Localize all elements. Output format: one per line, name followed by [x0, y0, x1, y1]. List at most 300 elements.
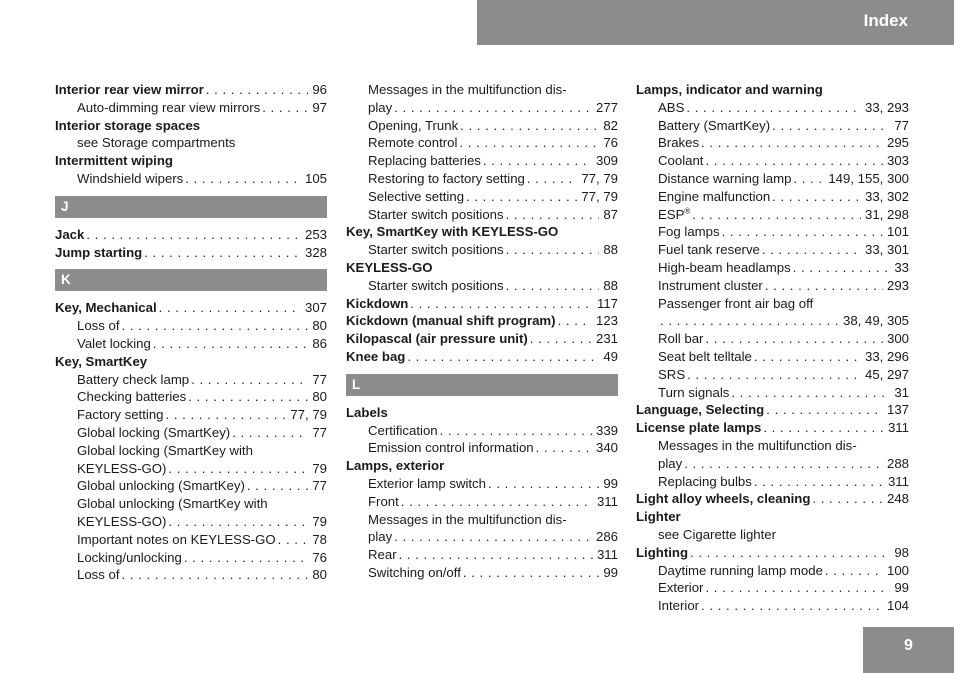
index-entry	[346, 206, 618, 224]
entry-label-text: play	[658, 455, 683, 471]
dot-leader	[438, 422, 592, 440]
entry-label	[368, 546, 397, 564]
index-heading: KEYLESS-GO	[346, 259, 433, 275]
dot-leader	[392, 528, 592, 546]
entry-label-text: Front	[368, 493, 399, 509]
index-entry	[346, 528, 618, 546]
index-entry	[346, 117, 618, 135]
index-entry	[636, 562, 909, 580]
page-reference: 77	[894, 117, 909, 133]
dot-leader	[84, 226, 301, 244]
entry-label-text: Exterior	[658, 580, 704, 596]
page-reference: 49	[603, 348, 618, 364]
index-entry	[636, 490, 909, 508]
entry-label-text: Language, Selecting	[636, 402, 765, 418]
dot-leader	[204, 81, 309, 99]
entry-label-text: Locking/unlocking	[77, 549, 182, 565]
index-entry	[55, 317, 327, 335]
index-entry	[55, 81, 327, 99]
page-reference: 309	[595, 153, 618, 169]
entry-label-text: KEYLESS-GO)	[77, 460, 167, 476]
page-reference: 33, 301	[865, 242, 909, 258]
index-entry	[636, 544, 909, 562]
entry-label	[658, 241, 760, 259]
dot-leader	[752, 473, 884, 491]
dot-leader	[151, 335, 309, 353]
index-entry	[55, 371, 327, 389]
index-text: Passenger front air bag off	[658, 295, 814, 311]
entry-label	[658, 223, 720, 241]
entry-label	[658, 206, 690, 224]
entry-label-text: Kilopascal (air pressure unit)	[346, 331, 528, 347]
entry-label-text: Certification	[368, 422, 438, 438]
entry-label-text: Daytime running lamp mode	[658, 562, 823, 578]
page-reference: 311	[596, 493, 618, 509]
entry-label-text: Interior	[658, 598, 700, 614]
index-entry	[55, 460, 327, 478]
entry-label-text: Jump starting	[55, 244, 143, 260]
entry-label	[368, 439, 534, 457]
dot-leader	[182, 549, 308, 567]
index-heading: Lamps, indicator and warning	[636, 82, 823, 97]
index-entry	[636, 384, 909, 402]
page-reference: 300	[886, 331, 909, 347]
page-title: Index	[863, 11, 908, 30]
index-entry	[636, 401, 909, 419]
dot-leader	[556, 312, 592, 330]
entry-label-text: Replacing batteries	[368, 153, 481, 169]
dot-leader	[682, 455, 883, 473]
entry-label	[658, 188, 770, 206]
dot-leader	[699, 597, 883, 615]
index-entry	[346, 99, 618, 117]
page-reference: 248	[886, 491, 909, 507]
dot-leader	[761, 419, 884, 437]
entry-label	[368, 564, 461, 582]
entry-label	[77, 406, 164, 424]
entry-label	[658, 259, 791, 277]
dot-leader	[481, 152, 592, 170]
page-reference: 77	[312, 371, 327, 387]
dot-leader	[720, 223, 883, 241]
dot-leader	[534, 439, 592, 457]
index-entry	[346, 439, 618, 457]
page-reference: 253	[304, 226, 327, 242]
entry-label-text: Switching on/off	[368, 564, 461, 580]
page-reference: 77, 79	[581, 170, 618, 186]
entry-label-text: Emission control information	[368, 440, 534, 456]
page-reference: 99	[603, 564, 618, 580]
page-reference: 286	[595, 529, 618, 545]
dot-leader	[791, 170, 824, 188]
index-entry	[346, 330, 618, 348]
index-heading: Lamps, exterior	[346, 458, 445, 474]
entry-label-text: play	[368, 529, 393, 545]
page-reference: 77, 79	[290, 407, 327, 423]
entry-label-text: Checking batteries	[77, 389, 187, 405]
dot-leader	[810, 490, 883, 508]
index-entry	[636, 277, 909, 295]
entry-label-text: Auto-dimming rear view mirrors	[77, 99, 261, 115]
entry-label	[368, 241, 504, 259]
entry-label	[77, 317, 120, 335]
page-reference: 80	[312, 318, 327, 334]
entry-label	[658, 152, 703, 170]
entry-label-text: Kickdown (manual shift program)	[346, 313, 556, 329]
entry-label-text: Exterior lamp switch	[368, 475, 486, 491]
dot-leader	[399, 493, 593, 511]
index-entry	[346, 312, 618, 330]
index-entry	[636, 312, 909, 330]
page-number: 9	[904, 637, 913, 654]
dot-leader	[703, 579, 890, 597]
index-heading: Labels	[346, 404, 388, 420]
index-entry	[636, 188, 909, 206]
index-text: Global locking (SmartKey with	[77, 442, 253, 458]
page-reference: 86	[312, 335, 327, 351]
entry-label	[346, 348, 405, 366]
page-reference: 277	[595, 99, 618, 115]
entry-label-text: Loss of	[77, 318, 120, 334]
entry-label	[368, 99, 392, 117]
index-heading: Intermittent wiping	[55, 153, 173, 169]
page-reference: 76	[603, 135, 618, 151]
dot-leader	[690, 206, 861, 224]
entry-label-text: Global unlocking (SmartKey)	[77, 478, 245, 494]
dot-leader	[525, 170, 577, 188]
entry-label-text: Turn signals	[658, 384, 730, 400]
page-reference: 293	[886, 277, 909, 293]
entry-label-text: Jack	[55, 226, 85, 242]
index-text: see Storage compartments	[77, 135, 236, 151]
entry-label	[55, 226, 84, 244]
entry-label	[55, 244, 142, 262]
entry-label	[368, 206, 504, 224]
index-entry	[346, 546, 618, 564]
page-reference: 101	[886, 224, 909, 240]
entry-label-text: Fuel tank reserve	[658, 242, 760, 258]
entry-label-text: Distance warning lamp	[658, 170, 792, 186]
dot-leader	[729, 384, 890, 402]
dot-leader	[164, 406, 287, 424]
entry-label-text: License plate lamps	[636, 420, 762, 436]
index-column-2	[346, 81, 618, 582]
entry-label-text: Interior rear view mirror	[55, 82, 204, 97]
dot-leader	[397, 546, 593, 564]
page-reference: 339	[595, 422, 618, 438]
index-entry	[636, 170, 909, 188]
index-entry	[346, 277, 618, 295]
page-reference: 79	[312, 513, 327, 529]
dot-leader	[458, 117, 599, 135]
entry-label	[658, 277, 763, 295]
entry-label-text: Engine malfunction	[658, 188, 771, 204]
entry-label	[77, 424, 230, 442]
page-number-tab	[863, 627, 954, 673]
dot-leader	[658, 312, 839, 330]
page-reference: 31	[894, 384, 909, 400]
index-entry	[55, 406, 327, 424]
entry-label	[658, 170, 791, 188]
page-reference: 231	[595, 331, 618, 347]
dot-leader	[703, 152, 883, 170]
index-entry	[636, 473, 909, 491]
index-text: Global unlocking (SmartKey with	[77, 496, 268, 512]
entry-label	[636, 401, 764, 419]
dot-leader	[166, 460, 308, 478]
index-entry	[346, 134, 618, 152]
entry-label-text: Coolant	[658, 153, 704, 169]
dot-leader	[703, 330, 883, 348]
dot-leader	[142, 244, 301, 262]
page-reference: 98	[894, 544, 909, 560]
entry-label-text: Instrument cluster	[658, 277, 763, 293]
index-entry	[55, 424, 327, 442]
entry-label	[368, 134, 457, 152]
entry-label	[658, 348, 752, 366]
registered-mark: ®	[684, 206, 691, 216]
page-reference: 295	[886, 135, 909, 151]
page-reference: 311	[596, 547, 618, 563]
page-reference: 33, 302	[865, 188, 909, 204]
section-header: K	[55, 269, 327, 291]
entry-label	[658, 384, 729, 402]
index-entry	[346, 493, 618, 511]
entry-label-text: play	[368, 99, 393, 115]
page-reference: 311	[887, 420, 909, 436]
index-entry	[55, 226, 327, 244]
page-reference: 33, 293	[865, 99, 909, 115]
entry-label	[368, 170, 525, 188]
entry-label	[77, 99, 260, 117]
page-reference: 82	[603, 117, 618, 133]
dot-leader	[183, 170, 301, 188]
index-entry	[55, 477, 327, 495]
dot-leader	[464, 188, 577, 206]
entry-label-text: Restoring to factory setting	[368, 170, 525, 186]
index-entry	[55, 244, 327, 262]
entry-label-text: Roll bar	[658, 331, 704, 347]
page-reference: 76	[312, 549, 327, 565]
dot-leader	[770, 188, 861, 206]
entry-label	[658, 366, 685, 384]
entry-label-text: Factory setting	[77, 407, 164, 423]
entry-label-text: Starter switch positions	[368, 277, 504, 293]
dot-leader	[504, 277, 600, 295]
dot-leader	[823, 562, 883, 580]
entry-label	[368, 277, 504, 295]
entry-label	[368, 422, 438, 440]
index-entry	[55, 566, 327, 584]
index-entry	[55, 299, 327, 317]
section-header: L	[346, 374, 618, 396]
index-entry	[346, 188, 618, 206]
entry-label	[55, 299, 157, 317]
entry-label	[77, 170, 183, 188]
entry-label-text: High-beam headlamps	[658, 259, 791, 275]
dot-leader	[230, 424, 308, 442]
dot-leader	[260, 99, 308, 117]
entry-label-text: Starter switch positions	[368, 206, 504, 222]
entry-label-text: Remote control	[368, 135, 458, 151]
index-entry	[346, 475, 618, 493]
entry-label	[658, 99, 684, 117]
index-entry	[55, 335, 327, 353]
index-entry	[636, 597, 909, 615]
index-entry	[636, 223, 909, 241]
index-entry	[346, 564, 618, 582]
entry-label	[77, 531, 276, 549]
entry-label-text: Loss of	[77, 567, 120, 583]
page-reference: 105	[304, 170, 327, 186]
dot-leader	[166, 513, 308, 531]
index-entry	[346, 241, 618, 259]
page-reference: 137	[886, 402, 909, 418]
dot-leader	[157, 299, 301, 317]
entry-label	[368, 528, 392, 546]
entry-label-text: Rear	[368, 547, 397, 563]
dot-leader	[791, 259, 891, 277]
index-entry	[346, 152, 618, 170]
page-reference: 328	[304, 244, 327, 260]
entry-label	[658, 579, 703, 597]
page-reference: 45, 297	[865, 366, 909, 382]
entry-label-text: Seat belt telltale	[658, 348, 752, 364]
page-reference: 340	[595, 440, 618, 456]
dot-leader	[528, 330, 592, 348]
dot-leader	[120, 317, 309, 335]
entry-label-text: KEYLESS-GO)	[77, 513, 167, 529]
page-reference: 79	[312, 460, 327, 476]
entry-label	[636, 419, 761, 437]
page-reference: 99	[603, 475, 618, 491]
entry-label-text: Lighting	[636, 544, 688, 560]
index-heading: Interior storage spaces	[55, 117, 201, 133]
page-reference: 31, 298	[865, 206, 909, 222]
page-reference: 104	[886, 598, 909, 614]
page-reference: 96	[312, 82, 327, 97]
entry-label	[658, 455, 682, 473]
entry-label	[658, 562, 823, 580]
index-entry	[55, 513, 327, 531]
index-entry	[55, 549, 327, 567]
entry-label-text: ABS	[658, 99, 685, 115]
entry-label-text: Brakes	[658, 135, 700, 151]
index-heading: Key, SmartKey with KEYLESS-GO	[346, 224, 559, 240]
page-reference: 80	[312, 389, 327, 405]
entry-label-text: Starter switch positions	[368, 242, 504, 258]
page-reference: 288	[886, 455, 909, 471]
dot-leader	[486, 475, 599, 493]
page-reference: 77, 79	[581, 188, 618, 204]
index-entry	[55, 531, 327, 549]
entry-label-text: SRS	[658, 366, 686, 382]
index-entry	[636, 241, 909, 259]
dot-leader	[461, 564, 599, 582]
dot-leader	[752, 348, 861, 366]
page-reference: 97	[312, 99, 327, 115]
entry-label-text: Knee bag	[346, 348, 406, 364]
entry-label	[77, 549, 182, 567]
dot-leader	[405, 348, 599, 366]
index-entry	[55, 99, 327, 117]
entry-label	[368, 475, 486, 493]
page-reference: 123	[595, 313, 618, 329]
entry-label	[77, 513, 166, 531]
page-reference: 117	[596, 295, 618, 311]
dot-leader	[763, 277, 883, 295]
entry-label	[55, 81, 204, 99]
index-entry	[636, 455, 909, 473]
entry-label	[77, 477, 245, 495]
index-entry	[636, 206, 909, 224]
index-entry	[636, 99, 909, 117]
entry-label	[77, 388, 186, 406]
index-column-1	[55, 81, 327, 584]
page-reference: 311	[887, 473, 909, 489]
dot-leader	[457, 134, 599, 152]
entry-label	[636, 490, 810, 508]
entry-label-text: Fog lamps	[658, 224, 720, 240]
entry-label	[368, 188, 464, 206]
page-reference: 100	[886, 562, 909, 578]
page-reference: 78	[312, 531, 327, 547]
index-column-3	[636, 81, 909, 615]
entry-label-text: Windshield wipers	[77, 170, 184, 186]
page-reference: 77	[312, 424, 327, 440]
index-entry	[636, 259, 909, 277]
index-heading: Key, SmartKey	[55, 353, 148, 369]
entry-label	[658, 117, 770, 135]
entry-label-text: Valet locking	[77, 335, 151, 351]
entry-label	[346, 312, 556, 330]
dot-leader	[688, 544, 890, 562]
entry-label	[368, 152, 481, 170]
entry-label	[658, 597, 699, 615]
dot-leader	[770, 117, 890, 135]
dot-leader	[276, 531, 309, 549]
entry-label	[658, 134, 699, 152]
index-text: see Cigarette lighter	[658, 526, 777, 542]
index-entry	[636, 366, 909, 384]
index-entry	[636, 152, 909, 170]
page-reference: 149, 155, 300	[828, 170, 909, 186]
index-entry	[55, 388, 327, 406]
page-reference: 80	[312, 567, 327, 583]
index-entry	[636, 419, 909, 437]
page-reference: 38, 49, 305	[843, 313, 909, 329]
entry-label	[658, 473, 752, 491]
entry-label	[77, 371, 189, 389]
index-entry	[346, 348, 618, 366]
entry-label	[368, 117, 458, 135]
page-reference: 88	[603, 277, 618, 293]
entry-label-text: ESP	[658, 206, 685, 222]
dot-leader	[699, 134, 883, 152]
index-entry	[55, 170, 327, 188]
index-entry	[636, 579, 909, 597]
entry-label-text: Key, Mechanical	[55, 300, 157, 316]
index-text: Messages in the multifunction dis-	[368, 511, 567, 527]
page-reference: 88	[603, 242, 618, 258]
dot-leader	[120, 566, 309, 584]
entry-label-text: Opening, Trunk	[368, 117, 459, 133]
index-entry	[636, 330, 909, 348]
entry-label-text: Global locking (SmartKey)	[77, 424, 231, 440]
entry-label	[77, 566, 120, 584]
page-reference: 307	[304, 300, 327, 316]
entry-label	[346, 295, 408, 313]
